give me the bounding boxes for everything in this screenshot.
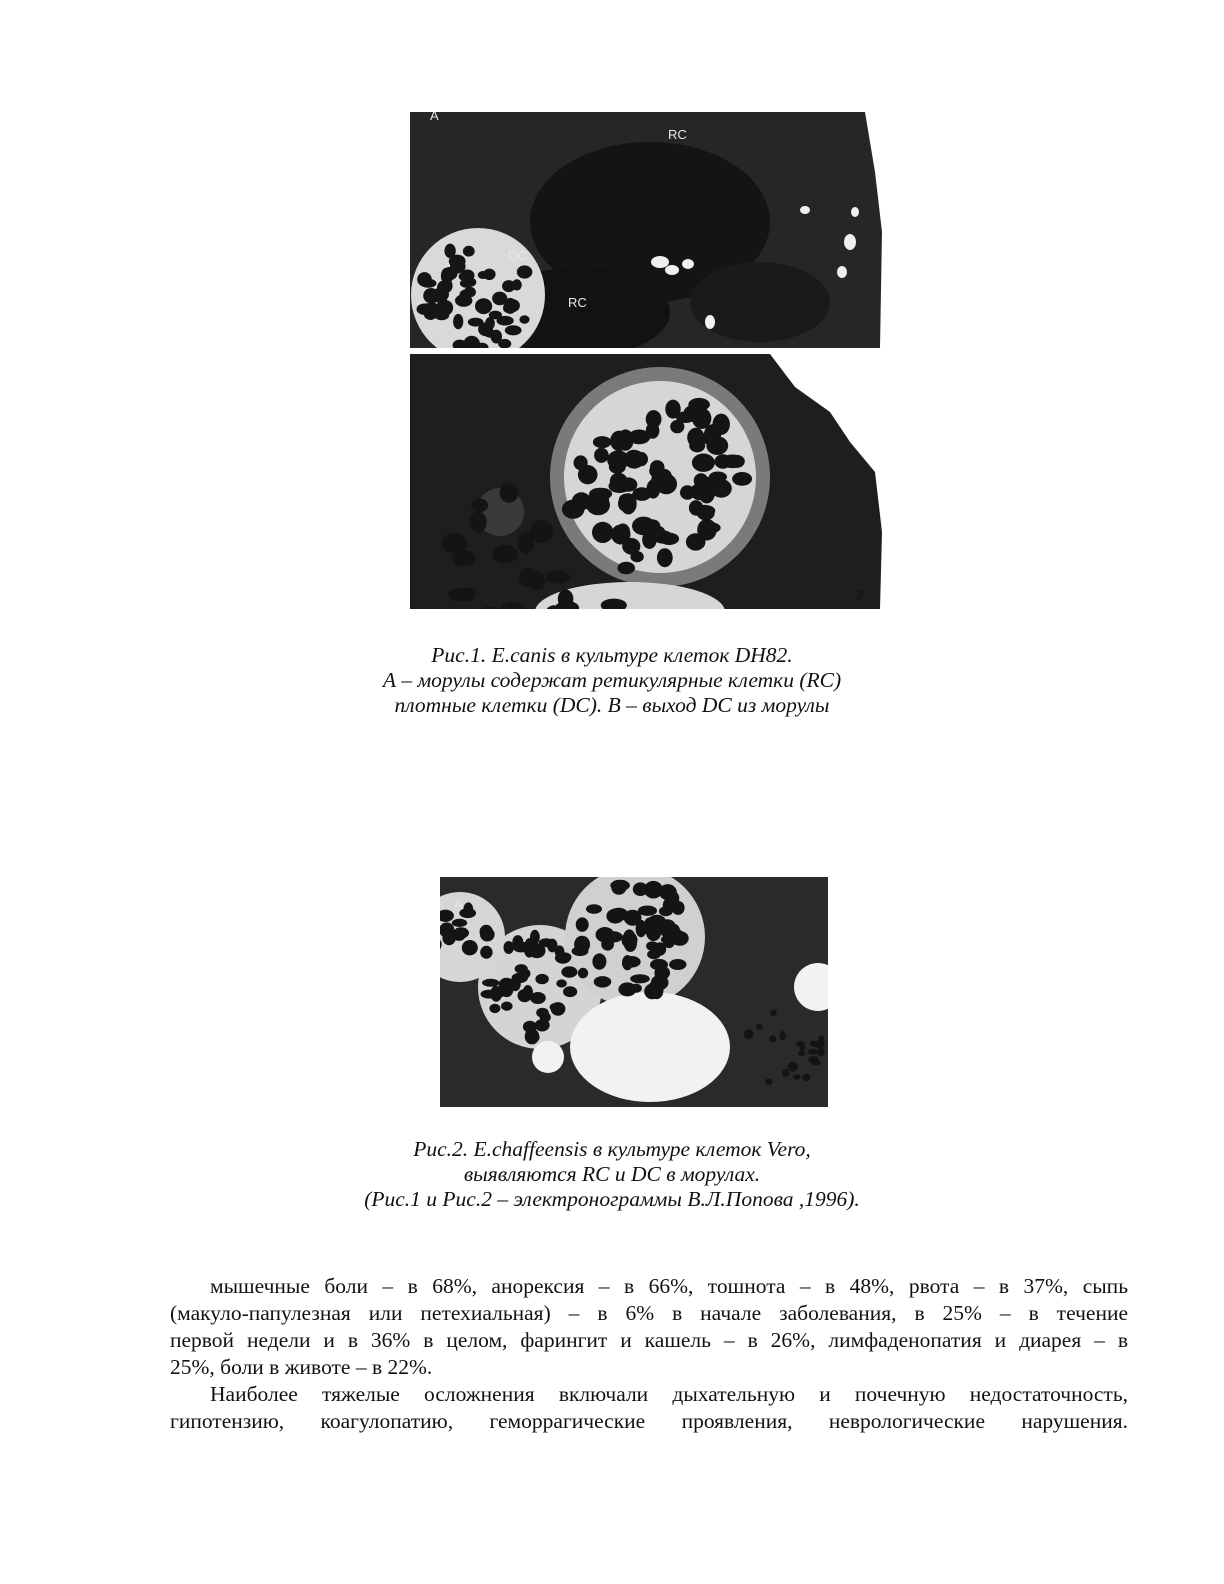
figure-2-caption [0,1137,1224,1212]
morula-particle [452,550,476,566]
morula-particle [572,492,591,510]
morula-particle [756,1024,763,1031]
morula-particle [807,1049,817,1055]
morula-particle [467,942,478,952]
morula-particle [505,325,522,335]
morula-particle [704,424,721,443]
figure-1-label-rc-mid: RC [568,295,587,310]
morula-particle [604,931,623,942]
morula-particle [513,942,530,953]
morula-particle [644,984,660,1000]
morula-particle [471,499,488,513]
morula-particle [632,517,655,536]
figure-2-caption-line: (Рис.1 и Рис.2 – электронограммы В.Л.Попова ,1996). [364,1187,860,1211]
morula-particle [453,314,463,329]
morula-particle [491,330,502,344]
morula-particle [480,946,492,959]
morula-particle [607,450,629,469]
morula-particle [793,1074,800,1080]
morula-particle [480,928,495,942]
morula-particle [540,1012,551,1023]
morula-particle [692,454,715,472]
morula-particle [521,969,531,979]
morula-particle [802,1074,810,1081]
morula-particle [798,1050,805,1056]
morula-particle [687,428,704,448]
figure-2-caption-line: Рис.2. E.chaffeensis в культуре клеток Vero, [413,1137,811,1161]
morula-particle [680,485,695,500]
morula-particle [561,966,577,977]
morula-particle [593,436,612,448]
morula-particle [555,945,565,958]
morula-particle [611,881,626,895]
figure-1-caption-line: плотные клетки (DC). B – выход DC из морулы [394,693,830,717]
morula-particle [655,469,672,483]
figure-1-caption [0,643,1224,718]
morula-particle [659,919,676,933]
morula-particle [463,246,475,257]
morula-particle [646,941,658,950]
figure-1-image [410,112,887,609]
morula-particle [787,1062,798,1072]
morula-particle [523,1021,537,1033]
morula-particle [650,959,668,970]
morula-particle [491,989,505,998]
paragraph-line: Наиболее тяжелые осложнения включали дыхательную и почечную недостаточность, [210,1382,1128,1406]
morula-particle [659,906,673,916]
morula-particle [483,269,495,280]
morula-particle [711,479,732,498]
morula-particle [578,968,588,979]
morula-particle [576,917,589,931]
morula-particle [611,525,630,545]
morula-particle [796,1041,805,1047]
morula-particle [572,946,589,956]
morula-particle [770,1010,777,1017]
morula-particle [609,908,629,921]
morula-particle [657,548,673,567]
figure-1-label-dc: DC [508,248,527,263]
morula-particle [523,985,533,1000]
morula-particle [459,272,474,281]
morula-particle [492,545,517,563]
morula-particle [504,298,517,314]
morula-particle [463,902,473,915]
morula-particle [729,455,745,468]
morula-particle [470,511,487,532]
morula-particle [694,505,716,517]
morula-particle [652,526,666,542]
morula-particle [504,941,514,954]
morula-particle [633,882,648,896]
morula-particle [452,919,467,927]
paragraph-line: гипотензию, коагулопатию, геморрагические проявления, неврологические нарушения. [170,1409,1128,1433]
morula-particle [489,1004,500,1013]
morula-particle [628,430,650,445]
figure-2-caption-line: выявляются RC и DC в морулах. [463,1162,761,1186]
figure-2-image [440,877,828,1107]
morula-particle [817,1048,825,1057]
morula-particle [638,906,657,916]
morula-particle [556,979,567,987]
morula-particle [686,533,706,550]
morula-particle [519,315,529,324]
morula-particle [535,974,548,984]
morula-particle [594,976,612,987]
morula-particle [594,448,609,463]
morula-particle [448,588,471,601]
paragraph-symptoms [170,1273,1128,1381]
morula-particle [630,551,643,562]
morula-particle [517,265,533,278]
morula-particle [432,288,449,302]
morula-particle [528,943,545,958]
figure-1-label-rc-top: RC [668,127,687,142]
figure-1-caption-line: А – морулы содержат ретикулярные клетки (RC) [382,668,842,692]
morula-particle [530,520,552,543]
morula-particle [623,929,635,945]
morula-particle [450,259,466,273]
morula-particle [526,1033,539,1042]
morula-particle [609,479,631,493]
paragraph-line: первой недели и в 36% в целом, фарингит и кашель – в 26%, лимфаденопатия и диарея – в [170,1328,1128,1352]
paragraph-line: (макуло-папулезная или петехиальная) – в 6% в начале заболевания, в 25% – в течение [170,1301,1128,1325]
morula-particle [501,1002,513,1011]
morula-particle [618,982,636,996]
figure-2-label-a: A [454,897,463,912]
morula-particle [592,522,613,543]
morula-particle [417,304,434,315]
morula-particle [620,493,637,514]
morula-particle [455,294,472,306]
morula-particle [518,532,534,554]
morula-particle [592,953,606,969]
morula-particle [779,1031,785,1040]
paragraph-line: мышечные боли – в 68%, анорексия – в 66%, тошнота – в 48%, рвота – в 37%, сыпь [210,1274,1128,1298]
morula-particle [812,1060,821,1066]
morula-particle [500,483,519,503]
morula-particle [655,970,667,980]
morula-particle [510,976,520,991]
figure-1-caption-line: Рис.1. E.canis в культуре клеток DH82. [431,643,793,667]
morula-particle [647,950,661,960]
morula-particle [645,917,657,928]
morula-particle [744,1029,754,1039]
morula-particle [439,300,453,315]
morula-particle [665,400,680,419]
figure-1-label-panel-num: 2 [856,587,864,602]
morula-particle [417,272,432,287]
morula-particle [512,279,522,290]
morula-particle [630,974,650,983]
morula-particle [765,1079,772,1085]
figure-1-micrograph [410,112,887,609]
morula-particle [453,927,469,938]
morula-particle [672,904,684,915]
paragraph-line: 25%, боли в животе – в 22%. [170,1355,433,1379]
morula-particle [782,1069,789,1077]
morula-particle [519,568,536,587]
morula-particle [617,562,635,575]
morula-particle [563,986,577,997]
morula-particle [546,571,570,584]
morula-particle [622,956,640,968]
figure-1-label-a: A [430,112,439,123]
morula-particle [578,465,598,484]
morula-particle [478,300,488,308]
paragraph-complications [170,1381,1128,1435]
morula-particle [550,1003,565,1012]
morula-particle [688,398,710,411]
morula-particle [485,317,495,330]
morula-particle [586,904,602,914]
morula-particle [669,959,686,970]
morula-particle [482,979,499,987]
morula-particle [732,472,752,486]
morula-particle [818,1035,824,1044]
figure-2-micrograph [440,877,828,1107]
morula-particle [769,1035,776,1043]
